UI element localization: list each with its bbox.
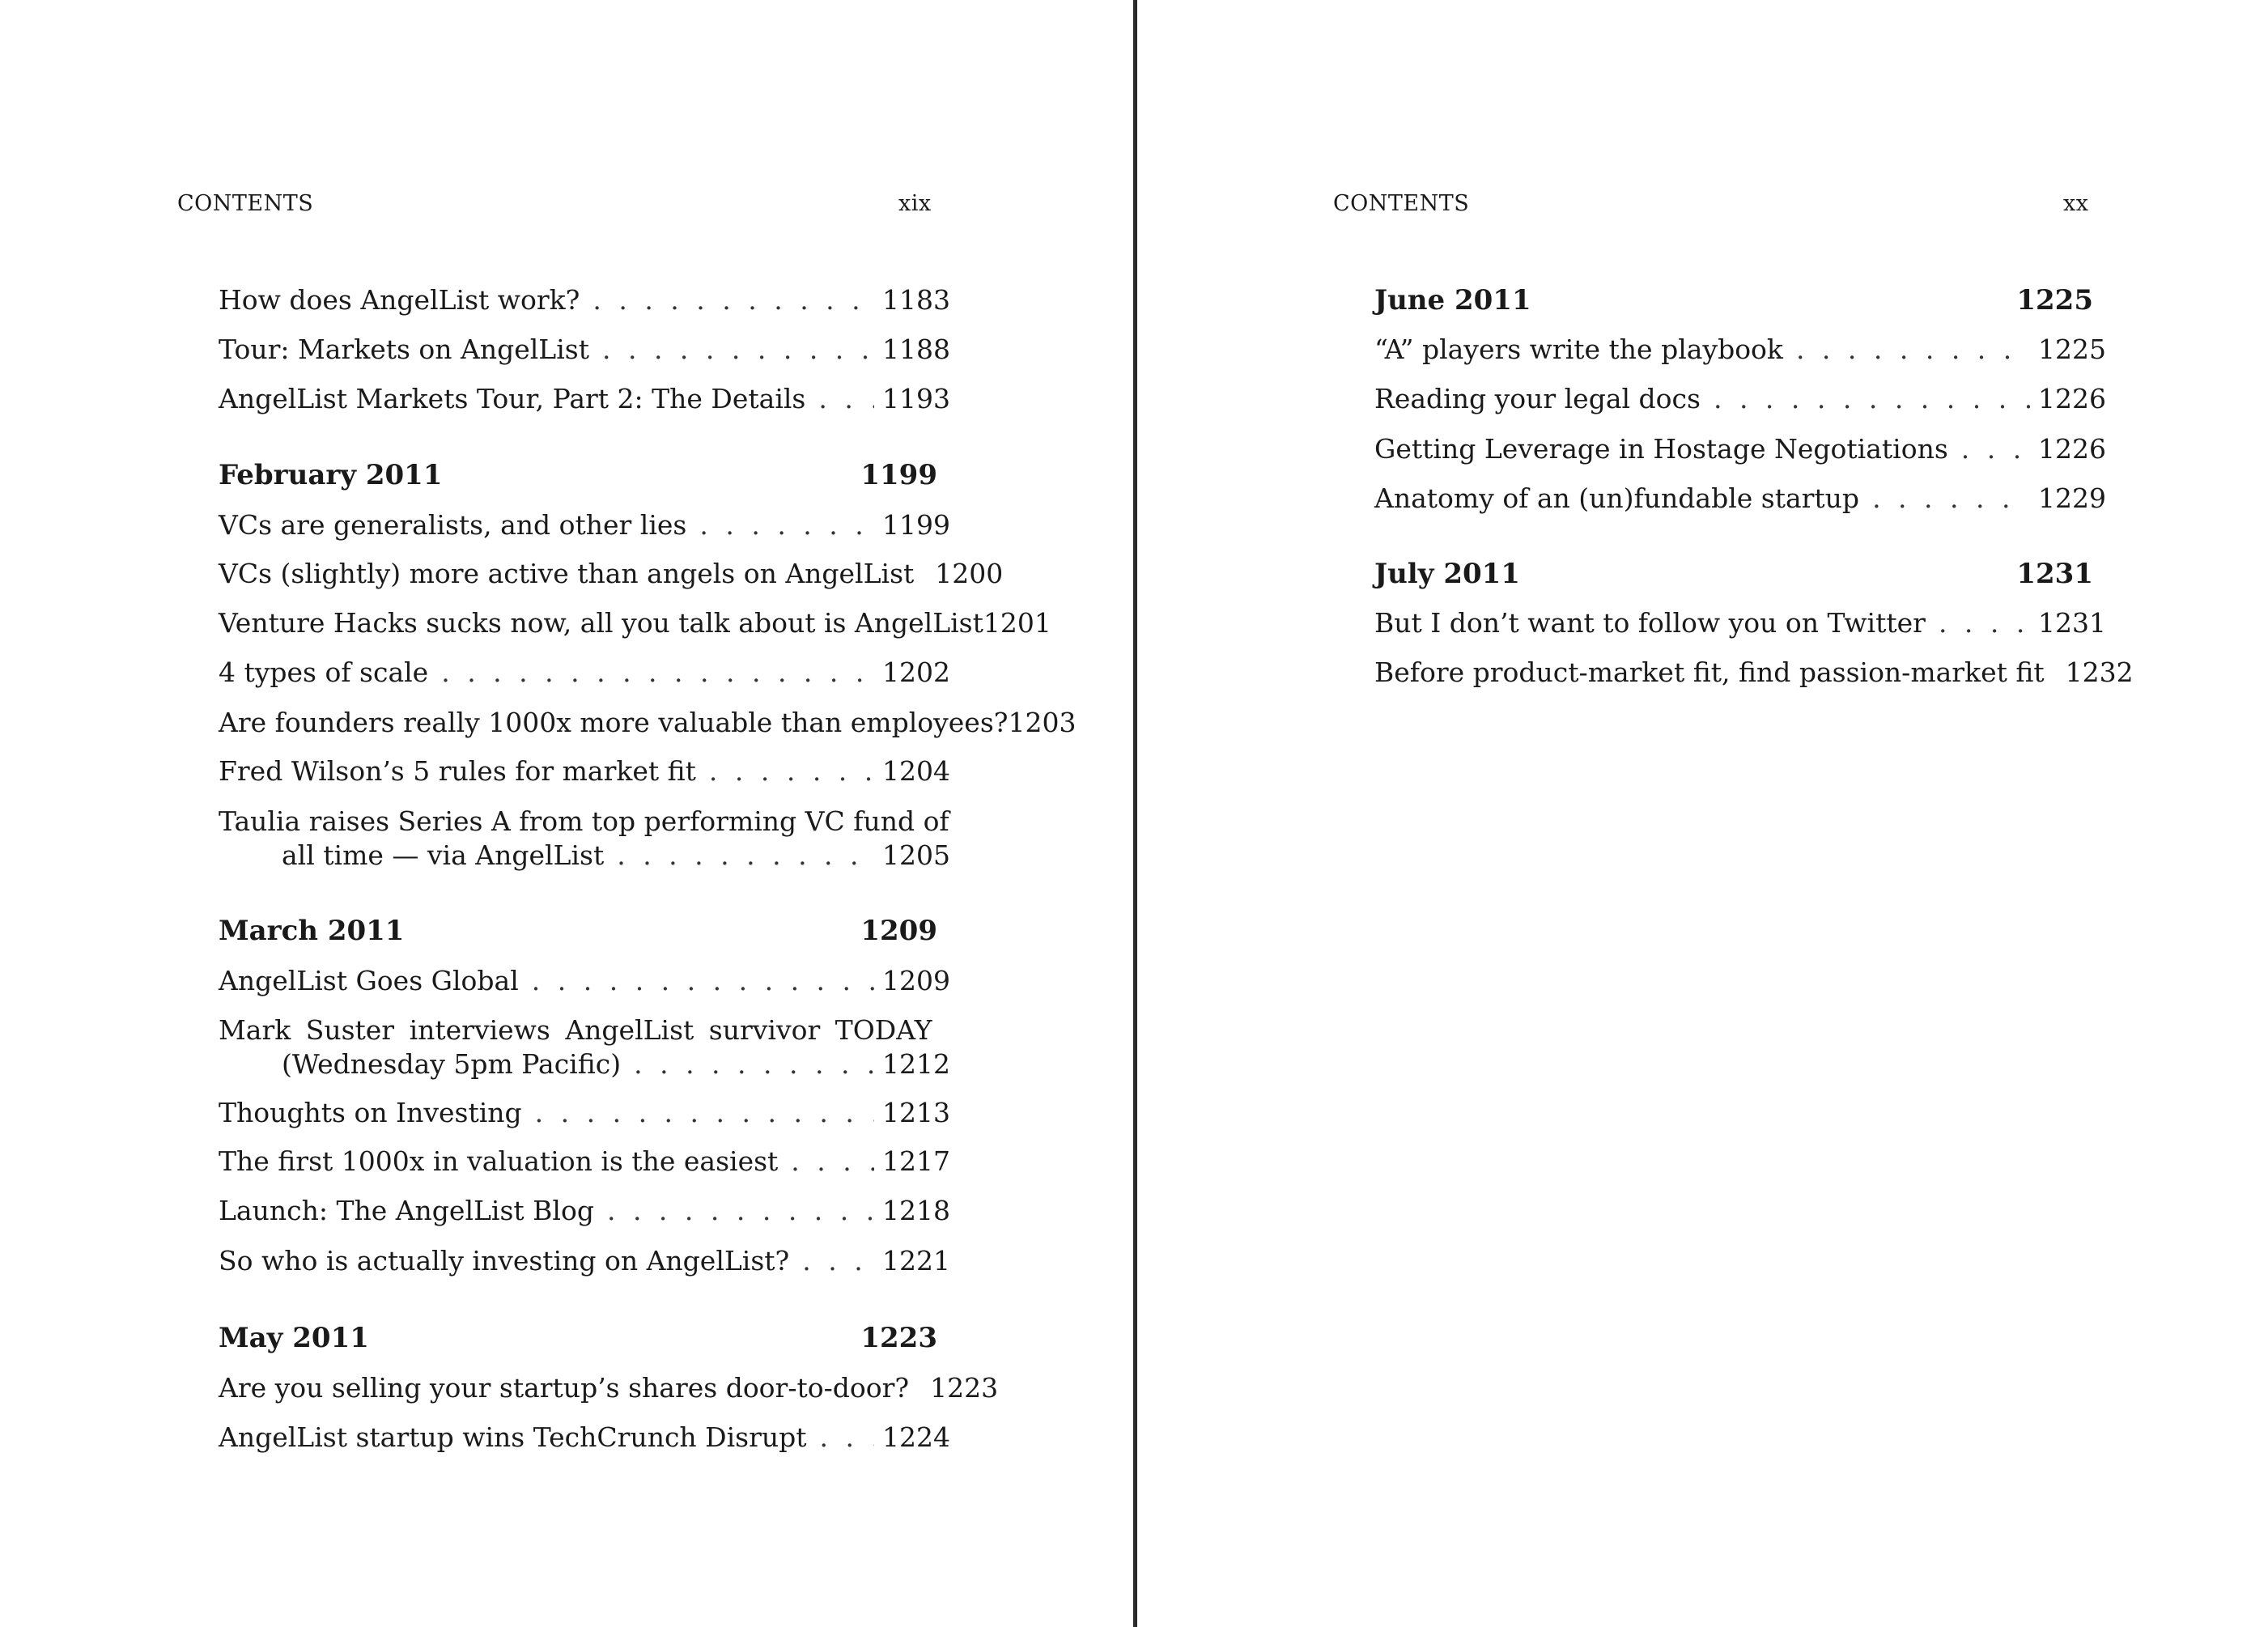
toc-section-heading[interactable] [219, 914, 937, 948]
dot-leader [617, 839, 874, 873]
section-title: March 2011 [219, 915, 405, 947]
toc-entry[interactable] [1374, 382, 2106, 416]
toc-entry-title: Reading your legal docs [1374, 383, 1701, 414]
toc-entry[interactable] [1374, 656, 2134, 690]
dot-leader [441, 656, 874, 690]
dot-leader [709, 754, 874, 788]
toc-entry[interactable] [219, 1421, 950, 1455]
page-divider [1133, 0, 1137, 1627]
toc-entry-title: The first 1000x in valuation is the easiest [219, 1145, 779, 1177]
toc-entry-page: 1193 [882, 383, 950, 414]
page-number: xx [2063, 191, 2089, 216]
toc-entry[interactable] [219, 382, 950, 416]
dot-leader [602, 333, 874, 367]
dot-leader [802, 1244, 874, 1278]
section-title: June 2011 [1374, 284, 1531, 316]
toc-entry-title: VCs are generalists, and other lies [219, 509, 687, 541]
toc-entry[interactable] [219, 1096, 950, 1130]
running-head: CONTENTS [177, 191, 314, 216]
toc-section-heading[interactable] [219, 1321, 937, 1355]
dot-leader [1796, 333, 2030, 367]
toc-entry-title: Mark Suster interviews AngelList survivor TODAY [219, 1014, 932, 1046]
toc-entry-title: Are founders really 1000x more valuable than employees? [219, 707, 1009, 738]
dot-leader [1939, 606, 2030, 640]
section-page: 1231 [2016, 558, 2093, 590]
dot-leader [1872, 482, 2030, 516]
toc-entry[interactable] [1374, 333, 2106, 367]
toc-entry[interactable] [219, 964, 950, 998]
toc-entry[interactable] [1374, 606, 2106, 640]
toc-entry-title: AngelList Markets Tour, Part 2: The Details [219, 383, 806, 414]
toc-entry-title: But I don’t want to follow you on Twitter [1374, 607, 1926, 639]
toc-entry[interactable] [219, 754, 950, 788]
toc-entry[interactable] [1374, 432, 2106, 466]
section-page: 1223 [860, 1322, 937, 1354]
toc-entry[interactable] [219, 283, 950, 317]
running-head: CONTENTS [1333, 191, 1470, 216]
toc-entry-page: 1229 [2038, 482, 2106, 514]
dot-leader [1961, 432, 2030, 466]
toc-entry-title: 4 types of scale [219, 656, 429, 688]
toc-entry-page: 1212 [882, 1048, 950, 1080]
toc-entry-page: 1221 [882, 1245, 950, 1277]
toc-entry-title: Tour: Markets on AngelList [219, 333, 589, 365]
dot-leader [1714, 382, 2030, 416]
toc-entry-page: 1218 [882, 1195, 950, 1226]
toc-entry[interactable] [219, 1244, 950, 1278]
dot-leader [634, 1047, 874, 1081]
dot-leader [535, 1096, 874, 1130]
toc-entry-title: AngelList startup wins TechCrunch Disrupt [219, 1421, 807, 1453]
section-title: February 2011 [219, 459, 443, 491]
dot-leader [820, 1421, 874, 1455]
toc-entry-title: Taulia raises Series A from top performing VC fund of [219, 805, 949, 837]
toc-entry-title: Fred Wilson’s 5 rules for market fit [219, 755, 696, 787]
toc-entry-title: AngelList Goes Global [219, 965, 519, 996]
toc-entry-page: 1204 [882, 755, 950, 787]
dot-leader [699, 508, 874, 542]
toc-entry-page: 1203 [1008, 707, 1077, 738]
toc-entry-page: 1199 [882, 509, 950, 541]
toc-entry-page: 1183 [882, 284, 950, 316]
toc-entry-page: 1226 [2038, 433, 2106, 465]
toc-entry-page: 1225 [2038, 333, 2106, 365]
toc-entry[interactable] [219, 805, 950, 873]
right-page [1138, 0, 2268, 1627]
toc-entry-title: Launch: The AngelList Blog [219, 1195, 594, 1226]
toc-entry-page: 1205 [882, 839, 950, 871]
dot-leader [791, 1145, 874, 1179]
toc-entry-title: Thoughts on Investing [219, 1097, 522, 1128]
toc-entry-title: Anatomy of an (un)fundable startup [1374, 482, 1860, 514]
toc-entry[interactable] [219, 1371, 999, 1405]
toc-entry[interactable] [219, 656, 950, 690]
toc-entry[interactable] [219, 706, 1077, 740]
toc-entry[interactable] [219, 1013, 950, 1081]
section-page: 1199 [860, 459, 937, 491]
toc-entry-page: 1231 [2038, 607, 2106, 639]
toc-entry-page: 1188 [882, 333, 950, 365]
toc-entry-title: Before product-market fit, find passion-market fit [1374, 656, 2045, 688]
toc-section-heading[interactable] [1374, 283, 2093, 317]
dot-leader [532, 964, 874, 998]
toc-entry-continuation: (Wednesday 5pm Pacific) [282, 1048, 622, 1080]
toc-entry-title: VCs (slightly) more active than angels on AngelList [219, 558, 915, 589]
toc-entry[interactable] [1374, 482, 2106, 516]
toc-entry-continuation: all time — via AngelList [282, 839, 605, 871]
toc-entry-title: So who is actually investing on AngelList? [219, 1245, 790, 1277]
toc-entry-page: 1201 [983, 607, 1051, 639]
toc-entry[interactable] [219, 508, 950, 542]
section-page: 1225 [2016, 284, 2093, 316]
toc-entry[interactable] [219, 557, 1004, 591]
toc-entry-page: 1232 [2065, 656, 2134, 688]
dot-leader [607, 1194, 874, 1228]
page-number: xix [898, 191, 932, 216]
toc-entry-title: Venture Hacks sucks now, all you talk about is AngelList [219, 607, 983, 639]
toc-entry-title: “A” players write the playbook [1374, 333, 1783, 365]
toc-entry[interactable] [219, 1145, 950, 1179]
toc-section-heading[interactable] [219, 458, 937, 492]
section-title: July 2011 [1374, 558, 1520, 590]
toc-entry-page: 1209 [882, 965, 950, 996]
toc-entry-title: Are you selling your startup’s shares door-to-door? [219, 1372, 910, 1404]
section-page: 1209 [860, 915, 937, 947]
toc-entry-title: How does AngelList work? [219, 284, 580, 316]
section-title: May 2011 [219, 1322, 369, 1354]
toc-entry[interactable] [219, 333, 950, 367]
toc-entry-page: 1226 [2038, 383, 2106, 414]
toc-entry-page: 1200 [935, 558, 1004, 589]
toc-entry-title: Getting Leverage in Hostage Negotiations [1374, 433, 1948, 465]
dot-leader [592, 283, 874, 317]
toc-section-heading[interactable] [1374, 557, 2093, 591]
toc-entry-page: 1213 [882, 1097, 950, 1128]
dot-leader [818, 382, 874, 416]
toc-entry-page: 1223 [930, 1372, 999, 1404]
toc-entry-page: 1217 [882, 1145, 950, 1177]
toc-entry-page: 1202 [882, 656, 950, 688]
toc-entry-page: 1224 [882, 1421, 950, 1453]
left-page [0, 0, 1133, 1627]
toc-entry[interactable] [219, 1194, 950, 1228]
toc-entry[interactable] [219, 606, 1051, 640]
